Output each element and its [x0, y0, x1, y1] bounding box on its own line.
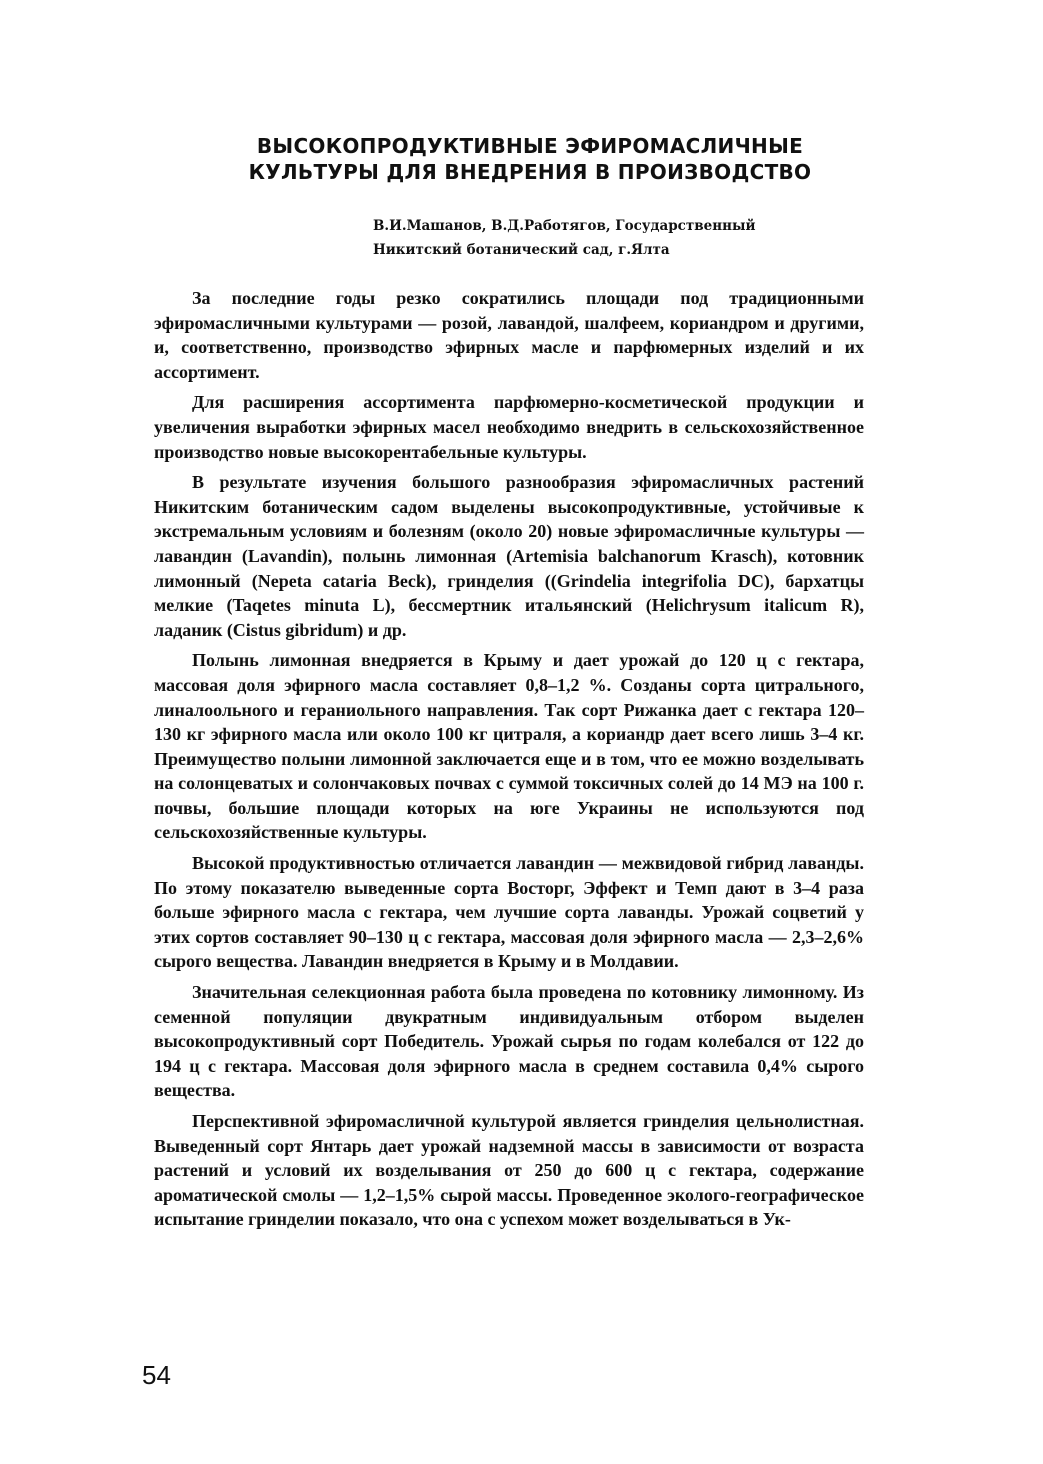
paragraph: Значительная селекционная работа была проведена по котовнику лимонному. Из семенной популяции двукратным индивидуальным отбором выделен высокопродуктивный сорт Победитель. Урожай сырья по годам колебался от 122 до 194 ц с гектара. Массовая доля эфирного масла в среднем составила 0,4% сырого вещества. — [154, 982, 864, 1101]
paragraph: За последние годы резко сократились площади под традиционными эфиромасличными культурами — розой, лавандой, шалфеем, кориандром и другими, и, соответственно, производство эфирных масле и парфюмерных изделий и их ассортимент. — [154, 288, 864, 382]
paragraph: Для расширения ассортимента парфюмерно-косметической продукции и увеличения выработки эфирных масел необходимо внедрить в сельскохозяйственное производство новые высокорентабельные культуры. — [154, 392, 864, 462]
title-line-1: ВЫСОКОПРОДУКТИВНЫЕ ЭФИРОМАСЛИЧНЫЕ — [256, 134, 804, 158]
authors-line-2: Никитский ботанический сад, г.Ялта — [373, 242, 670, 258]
title-line-2: КУЛЬТУРЫ ДЛЯ ВНЕДРЕНИЯ В ПРОИЗВОДСТВО — [248, 160, 812, 184]
authors-line-1: В.И.Машанов, В.Д.Работягов, Государственный — [373, 218, 756, 234]
article-authors — [373, 214, 873, 262]
article-title — [160, 133, 900, 185]
paragraph: Перспективной эфиромасличной культурой является гринделия цельнолистная. Выведенный сорт Янтарь дает урожай надземной массы в зависимости от возраста растений и условий их возделывания от 250 до 600 ц с гектара, содержание ароматической смолы — 1,2–1,5% сырой массы. Проведенное эколого-географическое испытание гринделии показало, что она с успехом может возделываться в Ук- — [154, 1111, 864, 1230]
page-number: 54 — [142, 1360, 171, 1390]
paragraph: Полынь лимонная внедряется в Крыму и дает урожай до 120 ц с гектара, массовая доля эфирного масла составляет 0,8–1,2 %. Созданы сорта цитрального, линалоольного и гераниольного направления. Так сорт Рижанка дает с гектара 120–130 кг эфирного масла или около 100 кг цитраля, а кориандр дает всего лишь 3–4 кг. Преимущество полыни лимонной заключается еще и в том, что ее можно возделывать на солонцеватых и солончаковых почвах с суммой токсичных солей до 14 МЭ на 100 г. почвы, большие площади которых на юге Украины не используются под сельскохозяйственные культуры. — [154, 650, 864, 843]
article-body — [154, 286, 864, 1238]
paragraph: В результате изучения большого разнообразия эфиромасличных растений Никитским ботаническим садом выделены высокопродуктивные, устойчивые к экстремальным условиям и болезням (около 20) новые эфиромасличные культуры — лавандин (Lavandin), полынь лимонная (Artemisia balchanorum Krasch), котовник лимонный (Nepeta cataria Beck), гринделия ((Grindelia integrifolia DC), бархатцы мелкие (Taqetes minuta L), бессмертник итальянский (Helichrysum italicum R), ладаник (Cistus gibridum) и др. — [154, 472, 864, 640]
paragraph: Высокой продуктивностью отличается лавандин — межвидовой гибрид лаванды. По этому показателю выведенные сорта Восторг, Эффект и Темп дают в 3–4 раза больше эфирного масла с гектара, чем лучшие сорта лаванды. Урожай соцветий у этих сортов составляет 90–130 ц с гектара, массовая доля эфирного масла — 2,3–2,6% сырого вещества. Лавандин внедряется в Крыму и в Молдавии. — [154, 853, 864, 972]
